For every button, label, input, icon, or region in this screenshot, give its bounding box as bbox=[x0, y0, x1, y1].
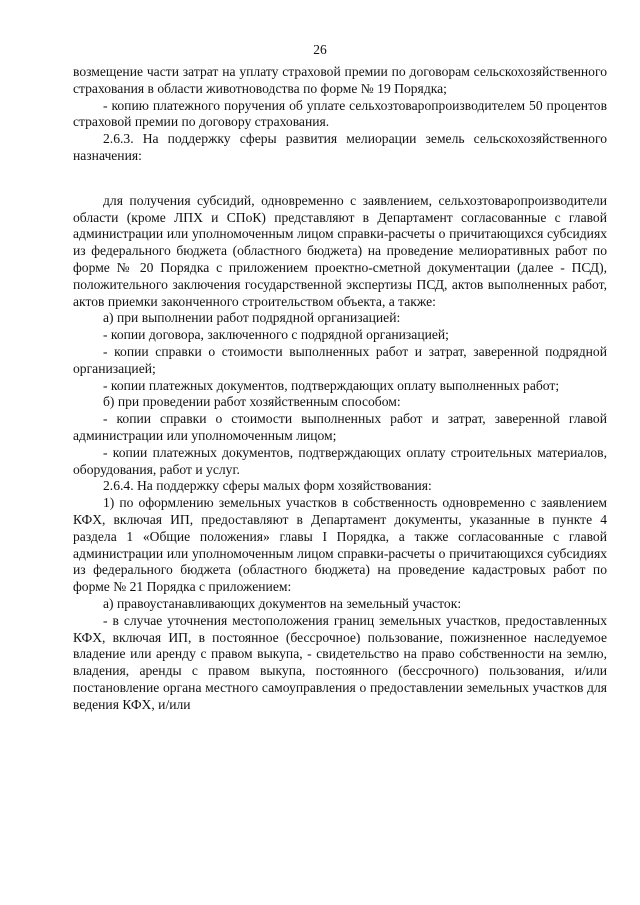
list-item-contractor-heading: а) при выполнении работ подрядной организацией: bbox=[103, 310, 401, 326]
document-body bbox=[73, 64, 607, 713]
paragraph-payment-order: - копию платежного поручения об уплате сельхозтоваропроизводителем 50 процентов страховой премии по договору страхования. bbox=[73, 97, 607, 130]
list-item-cost-certificate-admin: - копии справки о стоимости выполненных работ и затрат, заверенной главой администрации или уполномоченным лицом; bbox=[73, 411, 607, 443]
list-item-cost-certificate-contractor: - копии справки о стоимости выполненных работ и затрат, заверенной подрядной организацией; bbox=[73, 343, 607, 376]
list-item-contract-copy: - копии договора, заключенного с подрядной организацией; bbox=[103, 327, 449, 343]
section-heading-2-6-4: 2.6.4. На поддержку сферы малых форм хозяйствования: bbox=[103, 478, 432, 494]
page-number: 26 bbox=[313, 42, 327, 57]
list-item-economic-method-heading: б) при проведении работ хозяйственным способом: bbox=[103, 394, 401, 410]
list-item-title-documents: а) правоустанавливающих документов на земельный участок: bbox=[103, 595, 462, 611]
paragraph-land-registration: 1) по оформлению земельных участков в собственность одновременно с заявлением КФХ, включая ИП, предоставляют в Департамент документы, указанные в пункте 4 раздела 1 «Общие положения» главы I Порядка, а также согласованные с главой администрации или уполномоченным лицом справки-расчеты о причитающихся субсидиях из федерального бюджета (областного бюджета) на проведение кадастровых работ по форме № 21 Порядка с приложением: bbox=[73, 495, 607, 595]
section-heading-2-6-3: 2.6.3. На поддержку сферы развития мелиорации земель сельскохозяйственного назначения: bbox=[73, 131, 607, 163]
blank-gap bbox=[73, 165, 607, 193]
list-item-payment-documents-works: - копии платежных документов, подтверждающих оплату выполненных работ; bbox=[103, 377, 560, 393]
list-item-payment-documents-materials: - копии платежных документов, подтверждающих оплату строительных материалов, оборудования, работ и услуг. bbox=[73, 444, 607, 477]
paragraph-boundary-clarification: - в случае уточнения местоположения границ земельных участков, предоставленных КФХ, включая ИП, в постоянное (бессрочное) пользование, пожизненное наследуемое владение или аренду с правом выкупа, - свидетельство на право собственности на землю, владения, аренды с правом выкупа, постоянного (бессрочного) пользования, и/или постановление органа местного самоуправления о предоставлении земельных участков для ведения КФХ, и/или bbox=[73, 612, 607, 712]
paragraph-subsidy-application: для получения субсидий, одновременно с заявлением, сельхозтоваропроизводители области (кроме ЛПХ и СПоК) представляют в Департамент согласованные с главой администрации или уполномоченным лицом справки-расчеты о причитающихся субсидиях из федерального бюджета (областного бюджета) на проведение мелиоративных работ по форме № 20 Порядка с приложением проектно-сметной документации (далее - ПСД), положительного заключения государственной экспертизы ПСД, актов выполненных работ, актов приемки законченного строительством объекта, а также: bbox=[73, 192, 607, 309]
paragraph-insurance-compensation: возмещение части затрат на уплату страховой премии по договорам сельскохозяйственного страхования в области животноводства по форме № 19 Порядка; bbox=[73, 64, 607, 96]
